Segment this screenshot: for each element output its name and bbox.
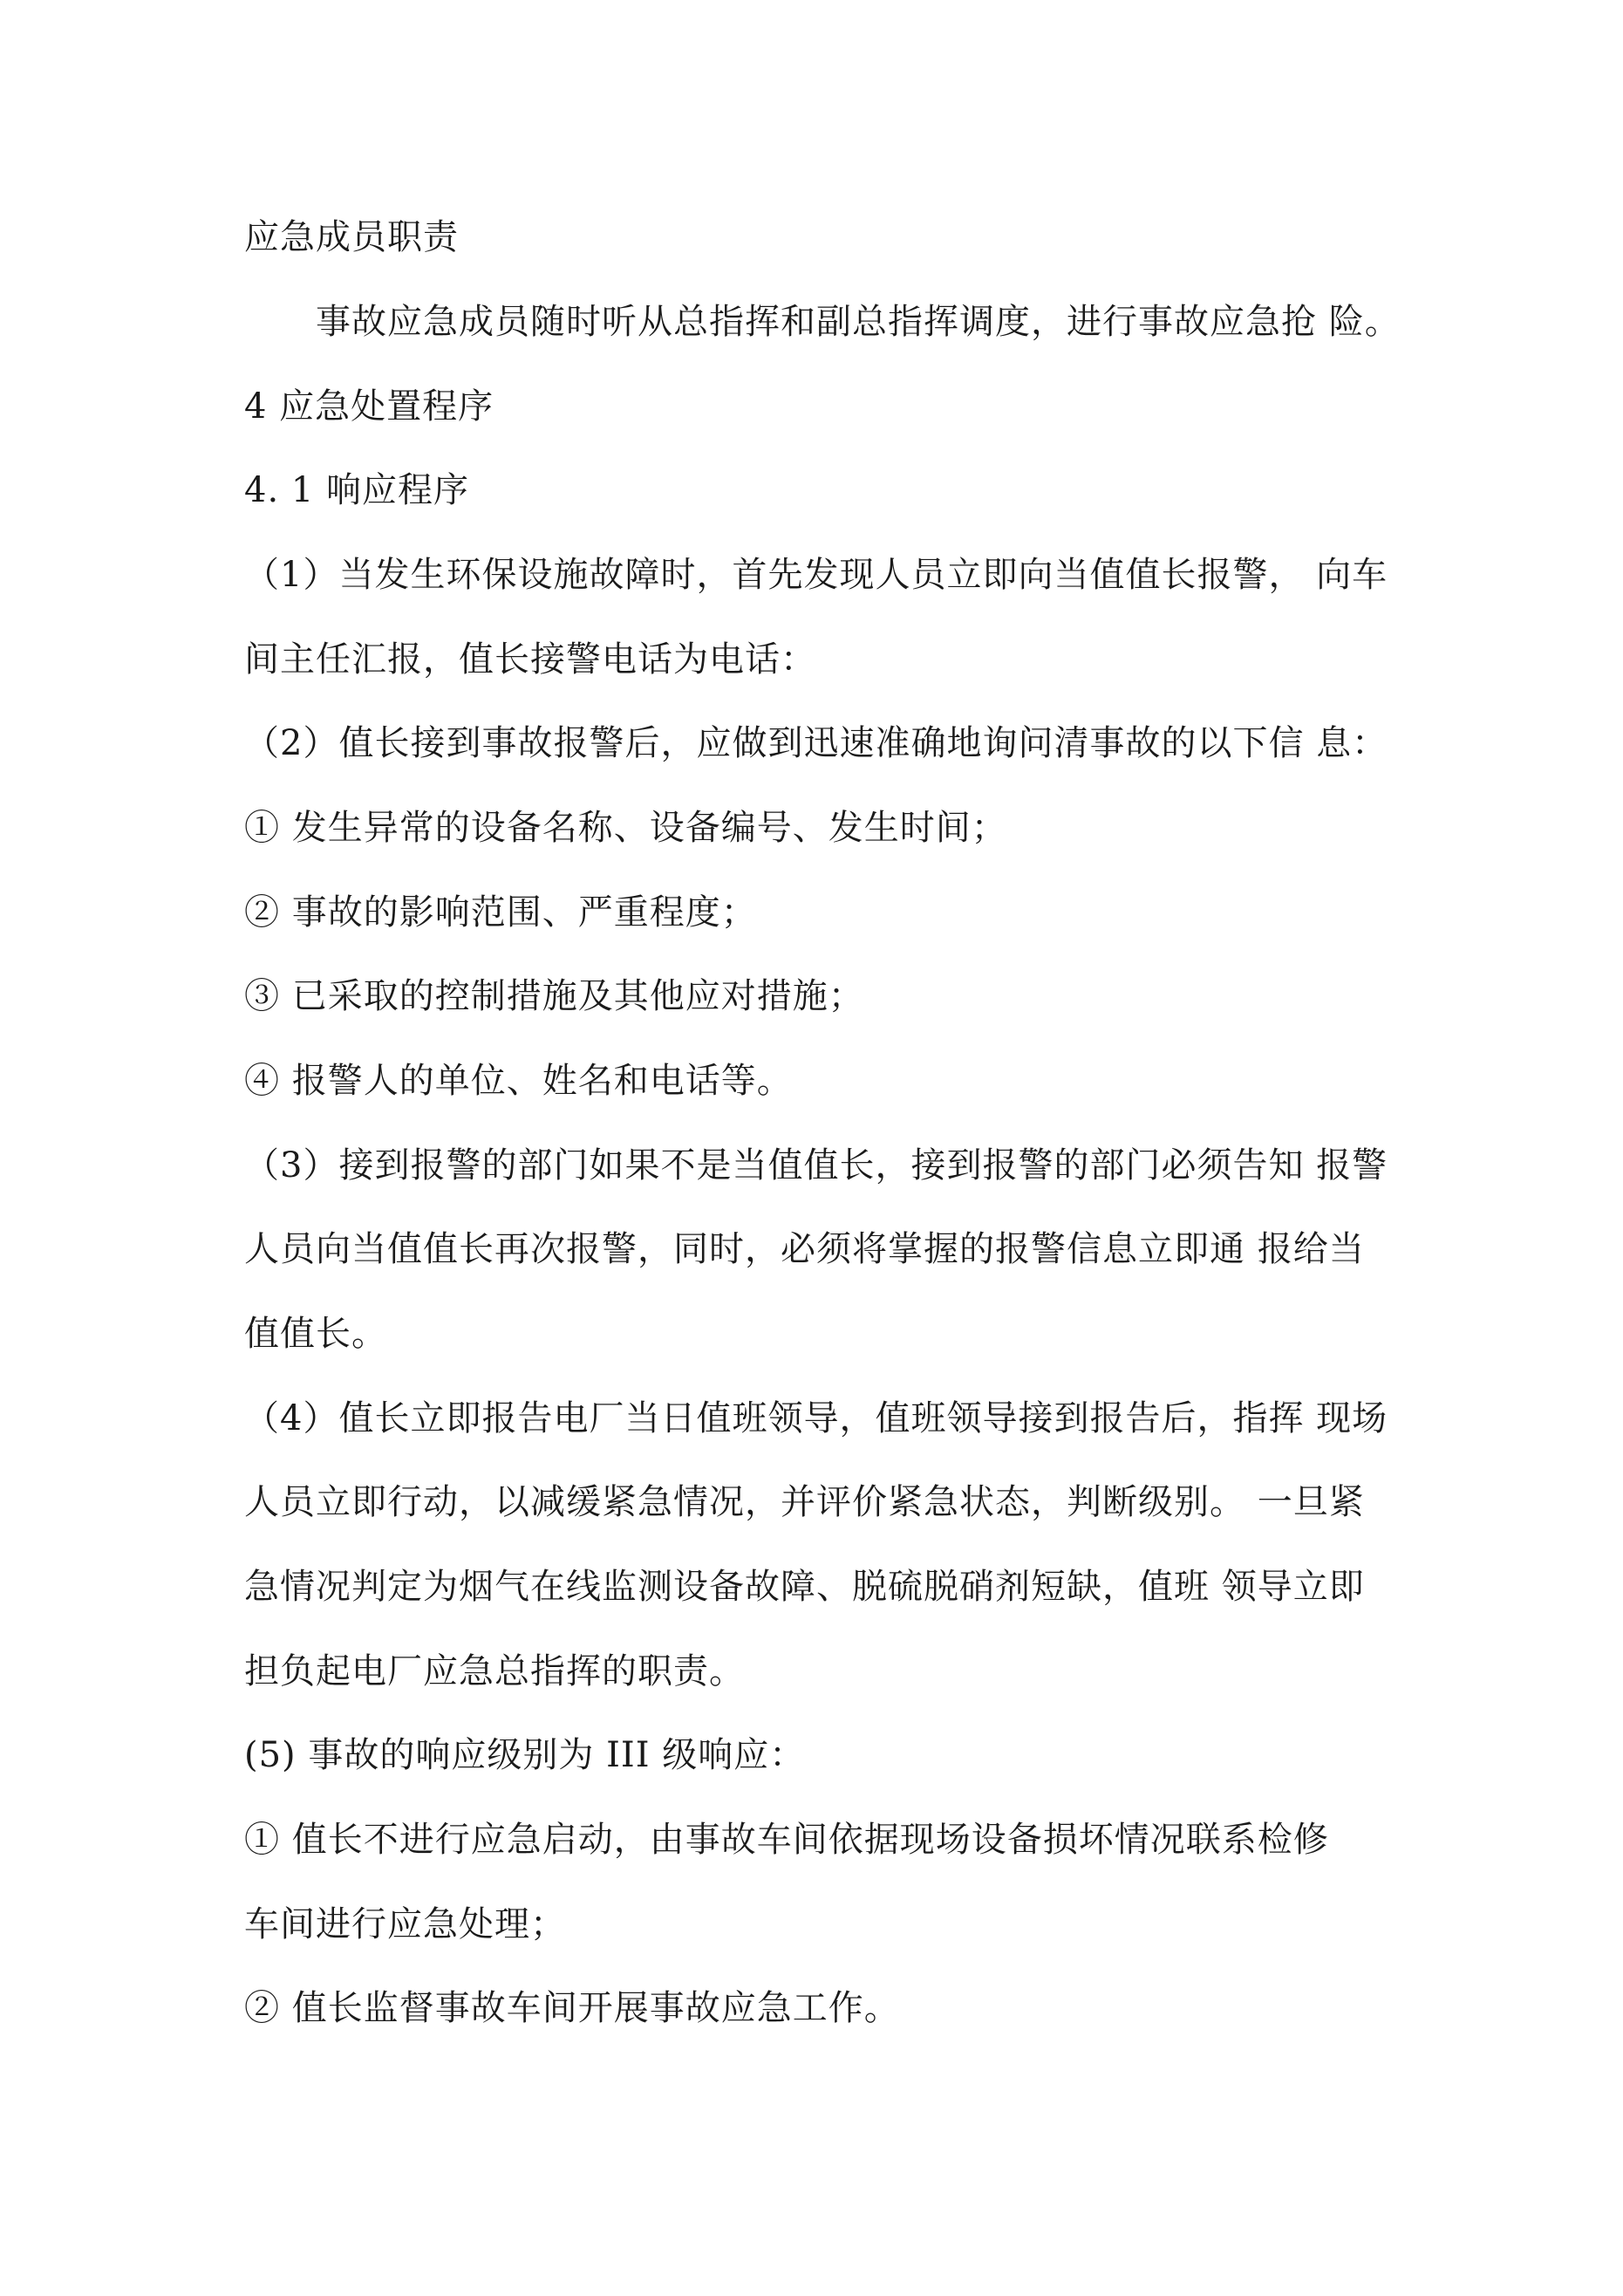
list-item: ① 值长不进行应急启动，由事故车间依据现场设备损坏情况联系检修 (244, 1820, 1329, 1860)
paragraph-line: 值值长。 (244, 1314, 387, 1354)
paragraph-line: （4）值长立即报告电厂当日值班领导，值班领导接到报告后，指挥 现场 (244, 1398, 1388, 1438)
list-item: ③ 已采取的控制措施及其他应对措施； (244, 976, 864, 1016)
section-heading-emergency-member-duties: 应急成员职责 (244, 217, 459, 257)
paragraph-line: 间主任汇报，值长接警电话为电话： (244, 639, 816, 680)
list-item: ① 发生异常的设备名称、设备编号、发生时间； (244, 808, 1007, 848)
paragraph-line: （3）接到报警的部门如果不是当值值长，接到报警的部门必须告知 报警 (244, 1145, 1388, 1186)
paragraph-line: 事故应急成员随时听从总指挥和副总指挥调度，进行事故应急抢 险。 (316, 302, 1401, 342)
list-item-continuation: 车间进行应急处理； (244, 1904, 566, 1944)
subsection-heading-response-procedure: 4. 1 响应程序 (244, 470, 470, 510)
paragraph-line: 人员向当值值长再次报警，同时，必须将掌握的报警信息立即通 报给当 (244, 1229, 1365, 1269)
paragraph-line: 急情况判定为烟气在线监测设备故障、脱硫脱硝剂短缺，值班 领导立即 (244, 1567, 1365, 1607)
paragraph-line: (5) 事故的响应级别为 III 级响应： (244, 1735, 806, 1775)
list-item: ④ 报警人的单位、姓名和电话等。 (244, 1061, 793, 1101)
section-heading-emergency-procedure: 4 应急处置程序 (244, 386, 494, 427)
list-item: ② 事故的影响范围、严重程度； (244, 892, 757, 933)
paragraph-line: （2）值长接到事故报警后，应做到迅速准确地询问清事故的以下信 息： (244, 723, 1388, 763)
paragraph-line: 担负起电厂应急总指挥的职责。 (244, 1651, 745, 1691)
paragraph-line: （1）当发生环保设施故障时，首先发现人员立即向当值值长报警， 向车 (244, 555, 1388, 595)
list-item: ② 值长监督事故车间开展事故应急工作。 (244, 1988, 900, 2028)
paragraph-line: 人员立即行动，以减缓紧急情况，并评价紧急状态，判断级别。 一旦紧 (244, 1482, 1365, 1522)
